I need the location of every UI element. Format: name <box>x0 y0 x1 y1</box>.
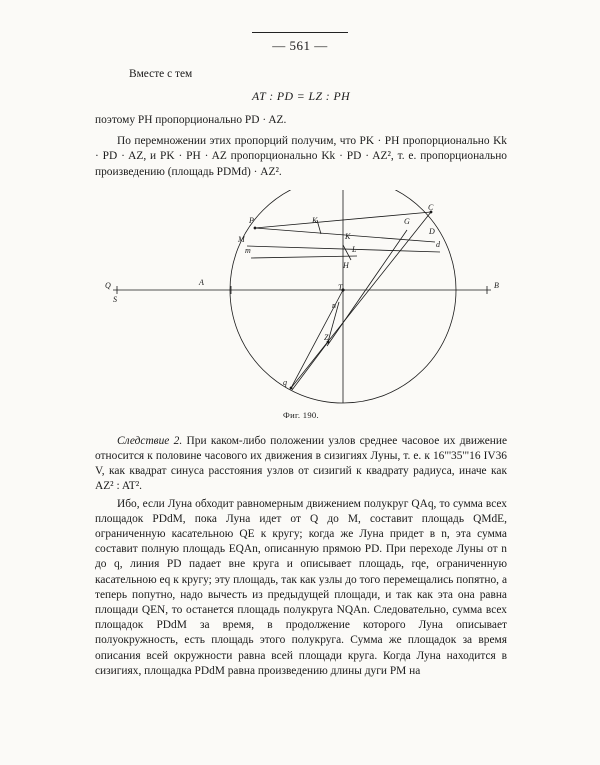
figure-label: C <box>428 202 434 212</box>
figure-label: T <box>338 282 343 292</box>
figure-label: P <box>249 215 254 225</box>
point-q-lower <box>290 387 292 389</box>
paragraph-proportions: По перемножении этих пропорций получим, что PK · PH пропорционально Kk · PD · AZ, и PK · PH · AZ пропорционально Kk · PD · AZ², т. е. пропорционально произведению (площадь PDMd) · AZ². <box>95 135 507 178</box>
corollary-paragraph <box>95 434 507 495</box>
figure-label: Q <box>105 280 111 290</box>
page-number: — 561 — <box>272 38 328 53</box>
figure-190 <box>95 190 507 408</box>
figure-190-drawing <box>95 190 507 408</box>
corollary-text: При каком-либо положении узлов среднее часовое их движение относится к половине часового их движения в сизигиях Луны, т. е. к 16"'35'"16 IV36 V, как квадрат синуса расстояния узлов от сизигий к квадрату радиуса, иначе как AZ² : AT². <box>95 434 507 493</box>
figure-label: A <box>199 277 204 287</box>
figure-label: Z <box>324 332 329 342</box>
page-top-rule <box>252 32 348 33</box>
line-m-d <box>247 246 440 252</box>
figure-label: M <box>238 234 245 244</box>
figure-label: d <box>436 239 440 249</box>
line-c-q <box>291 212 431 388</box>
figure-label: G <box>404 216 410 226</box>
figure-label: K <box>345 231 351 241</box>
point-p <box>254 227 256 229</box>
paragraph-after-formula: поэтому PH пропорционально PD · AZ. <box>95 114 287 126</box>
corollary-label: Следствие 2. <box>117 434 183 447</box>
segment-k-h <box>343 245 351 260</box>
lead-line: Вместе с тем <box>129 68 193 80</box>
line-m-l <box>251 256 357 258</box>
page-content <box>95 68 507 681</box>
figure-label: H <box>343 260 349 270</box>
figure-label: D <box>429 226 435 236</box>
figure-label: q <box>283 377 287 387</box>
corollary-block <box>95 434 507 495</box>
figure-label: L <box>352 244 357 254</box>
figure-label: S <box>113 294 117 304</box>
figure-label: m <box>245 245 251 255</box>
paragraph-ibo: Ибо, если Луна обходит равномерным движением полукруг QAq, то сумма всех площадок PDdM, пока Луна идет от Q до M, составит площадь QMdE, ограниченную касательною QE к кругу; когда же Луна придет в n, эта сумма составит полную площадь EQAn, описанную прямою PD. При переходе Луны от n до q, линия PD падает вне круга и описывает площадь, rqe, ограниченную касательною eq к кругу; эту площадь, так как узлы до того перемещались попятно, а теперь попутно, надо вычесть из предыдущей площади, и так как эта она равна площади QEN, то останется площадь полукруга NQAn. Следовательно, сумма всех площадок PDdM за время, в продолжение которого Луна описывает полуокружность, есть площадь этого полукруга. Сумма же площадок за время описания всей окружности равна всей площади круга. Когда Луна находится в сизигиях, площадка PDdM равна произведению длины дуги PM на <box>95 497 507 677</box>
figure-caption: Фиг. 190. <box>283 409 319 420</box>
line-z-q <box>292 342 328 390</box>
figure-label: n <box>332 300 336 310</box>
formula-at-pd: AT : PD = LZ : PH <box>251 89 350 103</box>
figure-label: K <box>312 215 318 225</box>
figure-label: B <box>494 280 499 290</box>
